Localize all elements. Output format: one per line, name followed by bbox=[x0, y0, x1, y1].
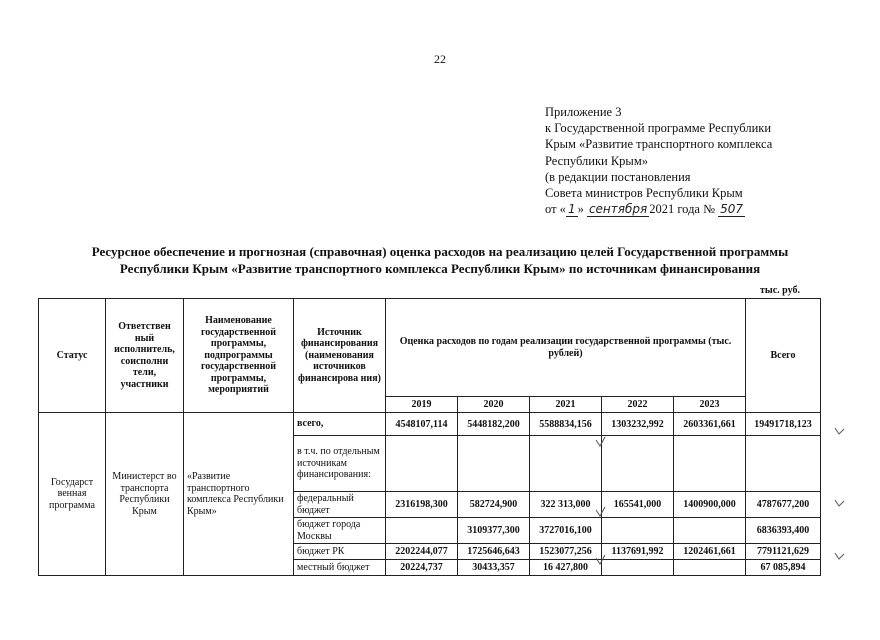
source-cell: в т.ч. по отдельным источникам финансирования: bbox=[294, 436, 386, 492]
status-cell: Государст венная программа bbox=[39, 413, 106, 576]
total-cell: 19491718,123 bbox=[746, 413, 821, 436]
header-year: 2023 bbox=[674, 397, 746, 413]
check-mark bbox=[596, 555, 605, 564]
value-cell: 3727016,100 bbox=[530, 518, 602, 544]
title-line-2: Республики Крым «Развитие транспортного комплекса Республики Крым» по источникам финансирования bbox=[119, 261, 761, 276]
value-cell: 1725646,643 bbox=[458, 544, 530, 560]
header-year: 2020 bbox=[458, 397, 530, 413]
value-cell: 1137691,992 bbox=[602, 544, 674, 560]
header-year: 2021 bbox=[530, 397, 602, 413]
value-cell: 2603361,661 bbox=[674, 413, 746, 436]
header-source: Источник финансирования (наименования источников финансирова ния) bbox=[294, 299, 386, 413]
date-suffix: 2021 года № bbox=[649, 202, 716, 217]
appendix-line: Республики Крым» bbox=[545, 153, 648, 168]
value-cell: 1202461,661 bbox=[674, 544, 746, 560]
appendix-line: Крым «Развитие транспортного комплекса bbox=[545, 137, 773, 152]
value-cell: 2202244,077 bbox=[386, 544, 458, 560]
check-mark bbox=[596, 507, 605, 516]
source-cell: всего, bbox=[294, 413, 386, 436]
total-cell: 4787677,200 bbox=[746, 492, 821, 518]
appendix-line: Совета министров Республики Крым bbox=[545, 186, 743, 201]
page-number: 22 bbox=[434, 52, 446, 66]
total-cell: 7791121,629 bbox=[746, 544, 821, 560]
value-cell: 30433,357 bbox=[458, 560, 530, 576]
value-cell: 165541,000 bbox=[602, 492, 674, 518]
program-name-cell: «Развитие транспортного комплекса Республики Крым» bbox=[184, 413, 294, 576]
units-label: тыс. руб. bbox=[760, 285, 800, 296]
source-cell: бюджет города Москвы bbox=[294, 518, 386, 544]
value-cell: 16 427,800 bbox=[530, 560, 602, 576]
check-mark bbox=[835, 553, 844, 559]
value-cell: 322 313,000 bbox=[530, 492, 602, 518]
value-cell: 5448182,200 bbox=[458, 413, 530, 436]
value-cell: 1523077,256 bbox=[530, 544, 602, 560]
total-cell: 67 085,894 bbox=[746, 560, 821, 576]
executor-cell: Министерст во транспорта Республики Крым bbox=[106, 413, 184, 576]
value-cell: 582724,900 bbox=[458, 492, 530, 518]
appendix-line: (в редакции постановления bbox=[545, 169, 691, 184]
date-day-handwritten: 1 bbox=[567, 202, 576, 217]
header-total: Всего bbox=[746, 299, 821, 413]
value-cell: 3109377,300 bbox=[458, 518, 530, 544]
header-executor: Ответствен ный исполнитель, соисполни тели, участники bbox=[106, 299, 184, 413]
header-status: Статус bbox=[39, 299, 106, 413]
value-cell: 4548107,114 bbox=[386, 413, 458, 436]
header-estimate: Оценка расходов по годам реализации государственной программы (тыс. рублей) bbox=[386, 299, 746, 397]
check-mark bbox=[835, 428, 844, 434]
header-program-name: Наименование государственной программы, подпрограммы государственной программы, мероприятий bbox=[184, 299, 294, 413]
check-mark bbox=[835, 500, 844, 506]
source-cell: бюджет РК bbox=[294, 544, 386, 560]
appendix-line: к Государственной программе Республики bbox=[545, 121, 772, 136]
value-cell: 1303232,992 bbox=[602, 413, 674, 436]
header-year: 2022 bbox=[602, 397, 674, 413]
source-cell: местный бюджет bbox=[294, 560, 386, 576]
value-cell: 5588834,156 bbox=[530, 413, 602, 436]
total-cell: 6836393,400 bbox=[746, 518, 821, 544]
value-cell: 2316198,300 bbox=[386, 492, 458, 518]
check-mark bbox=[596, 437, 605, 446]
appendix-line: Приложение 3 bbox=[545, 105, 622, 119]
title-line-1: Ресурсное обеспечение и прогнозная (справочная) оценка расходов на реализацию целей Государственной программы bbox=[91, 244, 789, 259]
date-mid: » bbox=[577, 202, 584, 217]
source-cell: федеральный бюджет bbox=[294, 492, 386, 518]
value-cell: 20224,737 bbox=[386, 560, 458, 576]
doc-number-handwritten: 507 bbox=[720, 202, 744, 217]
date-month-handwritten: сентября bbox=[588, 202, 648, 217]
value-cell: 1400900,000 bbox=[674, 492, 746, 518]
header-year: 2019 bbox=[386, 397, 458, 413]
date-prefix: от « bbox=[545, 202, 566, 217]
